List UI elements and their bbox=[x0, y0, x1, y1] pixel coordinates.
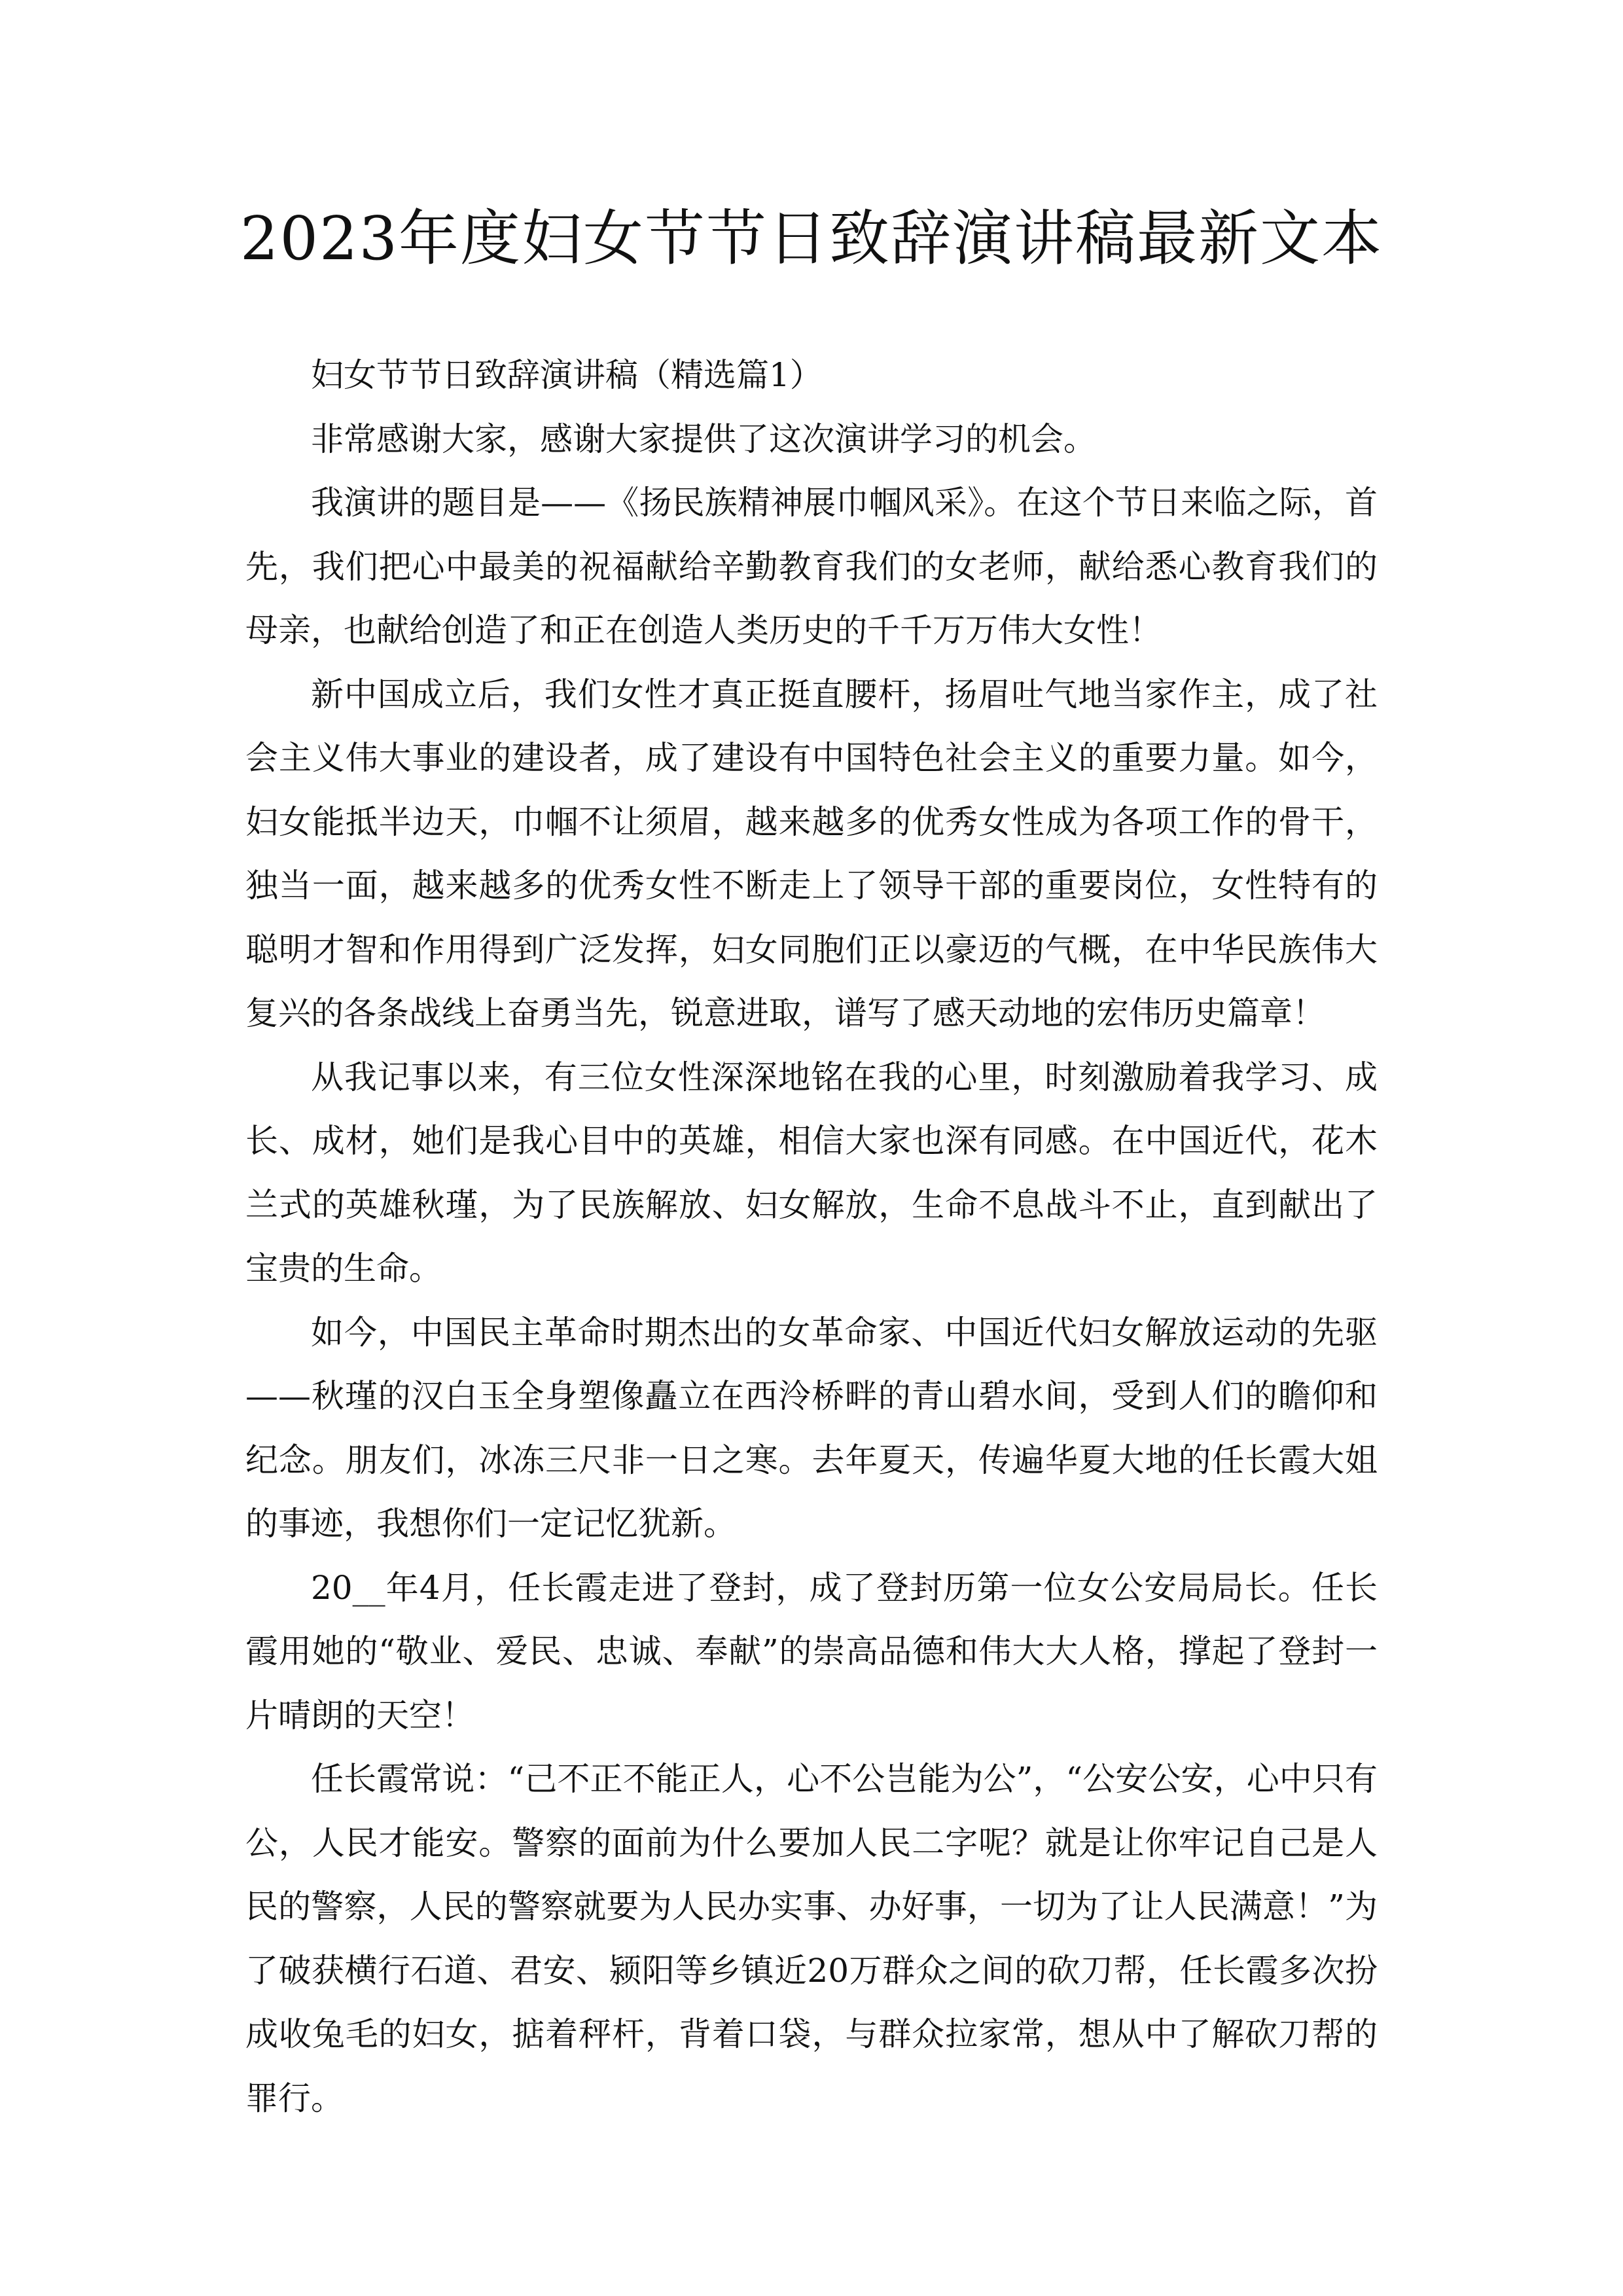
paragraph-heading: 妇女节节日致辞演讲稿（精选篇1） bbox=[311, 356, 823, 394]
paragraph: 非常感谢大家，感谢大家提供了这次演讲学习的机会。 bbox=[311, 420, 1096, 458]
paragraph: 我演讲的题目是——《扬民族精神展巾帼风采》。在这个节日来临之际，首先，我们把心中最美的祝福献给辛勤教育我们的女老师，献给悉心教育我们的母亲，也献给创造了和正在创造人类历史的千千万万伟大女性！ bbox=[245, 484, 1378, 649]
paragraph: 如今，中国民主革命时期杰出的女革命家、中国近代妇女解放运动的先驱——秋瑾的汉白玉全身塑像矗立在西泠桥畔的青山碧水间，受到人们的瞻仰和纪念。朋友们，冰冻三尺非一日之寒。去年夏天，传遍华夏大地的任长霞大姐的事迹，我想你们一定记忆犹新。 bbox=[245, 1313, 1378, 1543]
document-body bbox=[245, 344, 1378, 2130]
paragraph: 20__年4月，任长霞走进了登封，成了登封历第一位女公安局局长。任长霞用她的“敬业、爱民、忠诚、奉献”的崇高品德和伟大大人格，撑起了登封一片晴朗的天空！ bbox=[245, 1568, 1378, 1734]
paragraph: 新中国成立后，我们女性才真正挺直腰杆，扬眉吐气地当家作主，成了社会主义伟大事业的建设者，成了建设有中国特色社会主义的重要力量。如今，妇女能抵半边天，巾帼不让须眉，越来越多的优秀女性成为各项工作的骨干，独当一面，越来越多的优秀女性不断走上了领导干部的重要岗位，女性特有的聪明才智和作用得到广泛发挥，妇女同胞们正以豪迈的气概，在中华民族伟大复兴的各条战线上奋勇当先，锐意进取，谱写了感天动地的宏伟历史篇章！ bbox=[245, 675, 1378, 1032]
paragraph: 任长霞常说：“己不正不能正人，心不公岂能为公”，“公安公安，心中只有公，人民才能安。警察的面前为什么要加人民二字呢？就是让你牢记自己是人民的警察，人民的警察就要为人民办实事、办好事，一切为了让人民满意！”为了破获横行石道、君安、颍阳等乡镇近20万群众之间的砍刀帮，任长霞多次扮成收兔毛的妇女，掂着秤杆，背着口袋，与群众拉家常，想从中了解砍刀帮的罪行。 bbox=[245, 1760, 1378, 2117]
document-title: 2023年度妇女节节日致辞演讲稿最新文本 bbox=[240, 204, 1383, 274]
paragraph: 从我记事以来，有三位女性深深地铭在我的心里，时刻激励着我学习、成长、成材，她们是我心目中的英雄，相信大家也深有同感。在中国近代，花木兰式的英雄秋瑾，为了民族解放、妇女解放，生命不息战斗不止，直到献出了宝贵的生命。 bbox=[245, 1058, 1378, 1287]
